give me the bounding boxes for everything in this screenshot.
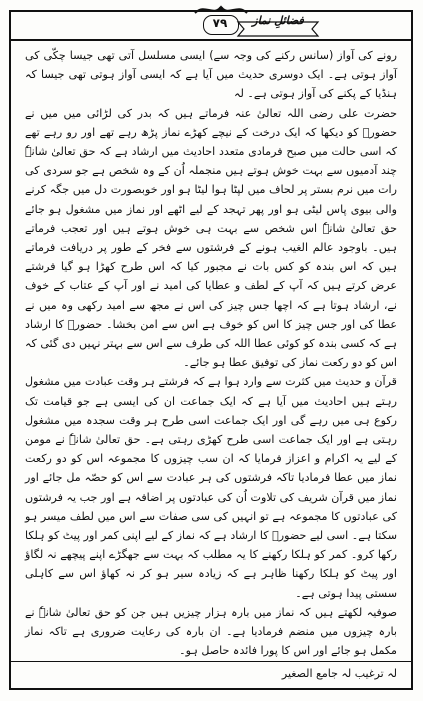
paragraph-3: قرآن و حدیث میں کثرت سے وارد ہوا ہے کہ فرشتے ہر وقت عبادت میں مشغول رہتے ہیں احادیث میں آیا ہے کہ ایک جماعت ان کی ایسی ہے جو قیامت تک رکوع ہی میں رہے گی اور ایک جماعت اسی طرح ہر وقت سجدہ میں مشغول رہتی ہے اور ایک جماعت اسی طرح کھڑی رہتی ہے۔ حق تعالیٰ شانہٗ نے مومن کے لیے یہ اکرام و اعزاز فرمایا کہ ان سب چیزوں کا مجموعہ اس کو دو رکعت نماز میں عطا فرمادیا تاکہ فرشتوں کی ہر عبادت سے اس کو حصّہ مل جائے اور نماز میں قرآن شریف کی تلاوت اُن کی عبادتوں پر اضافہ ہے اور جب یہ فرشتوں کی عبادتوں کا مجموعہ ہے تو انہیں کی سی صفات سے اس میں لطف میسر ہو سکتا ہے۔ اسی لیے حضورؐ کا ارشاد ہے کہ نماز کے لیے اپنی کمر اور پیٹ کو ہلکا رکھا کرو۔ کمر کو ہلکا رکھنے کا یہ مطلب کہ بہت سے جھگڑے اپنے پیچھے نہ لگاؤ اور پیٹ کو ہلکا رکھنا ظاہر ہے کہ زیادہ سیر ہو کر نہ کھاؤ اس سے کاہلی سستی پیدا ہوتی ہے۔: [25, 375, 397, 600]
page-frame: [9, 10, 413, 690]
page-header: [11, 12, 411, 40]
paragraph-2: حضرت علی رضی اللہ تعالیٰ عنہ فرماتے ہیں کہ بدر کی لڑائی میں میں نے حضورؐ کو دیکھا کہ ایک درخت کے نیچے کھڑے نماز پڑھ رہے تھے اور رو رہے تھے کہ اسی حالت میں صبح فرمادی متعدد احادیث میں ارشاد ہے کہ حق تعالیٰ شانہٗ چند آدمیوں سے بہت خوش ہوتے ہیں منجملہ اُن کے وہ شخص ہے جو سردی کی رات میں نرم بستر پر لحاف میں لپٹا ہوا لیٹا ہو اور خوبصورت دل میں جگہ کرنے والی بیوی پاس لیٹی ہو اور پھر تہجد کے لیے اٹھے اور نماز میں مشغول ہو جائے حق تعالیٰ شانہٗ اس شخص سے بہت ہی خوش ہوتے ہیں اور تعجب فرماتے ہیں۔ باوجود عالم الغیب ہونے کے فرشتوں سے فخر کے طور پر دریافت فرماتے ہیں کہ اس بندہ کو کس بات نے مجبور کیا کہ اس طرح کھڑا ہو گیا فرشتے عرض کرتے ہیں کہ آپ کے لطف و عطایا کی امید نے اور آپ کے عتاب کے خوف نے، ارشاد ہوتا ہے کہ اچھا جس چیز کی اس نے مجھ سے امید رکھی وہ میں نے عطا کی اور جس چیز کا اس کو خوف ہے اس سے امن بخشا۔ حضورؐ کا ارشاد ہے کہ کسی بندہ کو کوئی عطا اللہ کی طرف سے اس سے بہتر نہیں دی گئی کہ اس کو دو رکعت نماز کی توفیق عطا ہو جائے۔: [25, 106, 397, 370]
paragraph-1: رونے کی آواز (سانس رکنے کی وجہ سے) ایسی مسلسل آتی تھی جیسا چکّی کی آواز ہوتی ہے۔ ایک دوسری حدیث میں آیا ہے کہ ایسی آواز ہوتی تھی جیسا کہ ہنڈیا کے پکنے کی آواز ہوتی ہے۔ لہ: [25, 49, 397, 101]
header-divider: [11, 39, 411, 41]
main-text: [25, 46, 397, 661]
paragraph-4: صوفیہ لکھتے ہیں کہ نماز میں بارہ ہزار چیزیں ہیں جن کو حق تعالیٰ شانہٗ نے بارہ چیزوں میں منضم فرمادیا ہے۔ ان بارہ کی رعایت ضروری ہے تاکہ نماز مکمل ہو جائے اور اس کا پورا فائدہ حاصل ہو۔: [25, 605, 397, 658]
page-number: ۷۹: [212, 16, 228, 30]
page-title: فضائلِ نماز: [252, 14, 304, 27]
footnote-divider: [11, 661, 411, 662]
footnote: لہ ترغیب لہ جامع الصغیر: [281, 667, 397, 680]
